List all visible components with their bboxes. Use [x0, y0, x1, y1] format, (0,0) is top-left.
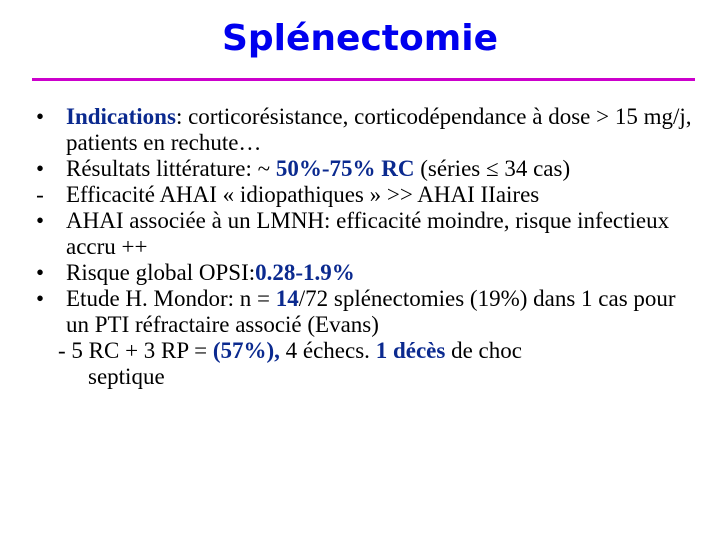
page-title: Splénectomie [221, 18, 499, 59]
bullet-item [0, 260, 720, 286]
emphasis-text: (57%), [212, 338, 280, 363]
bullet-item [0, 182, 720, 208]
text-segment: : corticorésistance, corticodépendance à dose > 15 mg/j, patients en rechute… [66, 104, 692, 155]
text-segment: Etude H. Mondor: n = [66, 286, 276, 311]
emphasis-text: Indications [66, 104, 176, 129]
text-segment: Risque global OPSI: [66, 260, 256, 285]
emphasis-text: 1 décès [375, 338, 446, 363]
emphasis-text: 0.28-1.9% [255, 260, 355, 285]
text-segment: /72 splénectomies (19%) dans 1 cas pour un PTI réfractaire associé (Evans) [66, 286, 676, 337]
bullet-item [0, 286, 720, 338]
emphasis-text: 50%-75% RC [275, 156, 415, 181]
sub-item-continuation: septique [88, 364, 165, 389]
bullet-marker: • [35, 260, 45, 285]
sub-item-results [0, 338, 720, 364]
text-segment: - 5 RC + 3 RP = [58, 338, 213, 363]
emphasis-text: 14 [275, 286, 299, 311]
text-segment: de choc [445, 338, 522, 363]
title-divider [32, 78, 695, 81]
bullet-marker: • [35, 156, 45, 181]
text-segment: Résultats littérature: ~ [66, 156, 276, 181]
bullet-item [0, 156, 720, 182]
bullet-marker: • [35, 208, 45, 233]
text-segment: (séries ≤ 34 cas) [414, 156, 571, 181]
bullet-item [0, 104, 720, 156]
text-segment: 4 échecs. [279, 338, 376, 363]
bullet-marker: • [35, 286, 45, 311]
bullet-list [0, 104, 720, 390]
bullet-item [0, 208, 720, 260]
text-segment: Efficacité AHAI « idiopathiques » >> AHAI IIaires [66, 182, 540, 207]
text-segment: AHAI associée à un LMNH: efficacité moindre, risque infectieux accru ++ [66, 208, 670, 259]
bullet-marker: • [35, 104, 45, 129]
dash-marker: - [36, 182, 44, 207]
